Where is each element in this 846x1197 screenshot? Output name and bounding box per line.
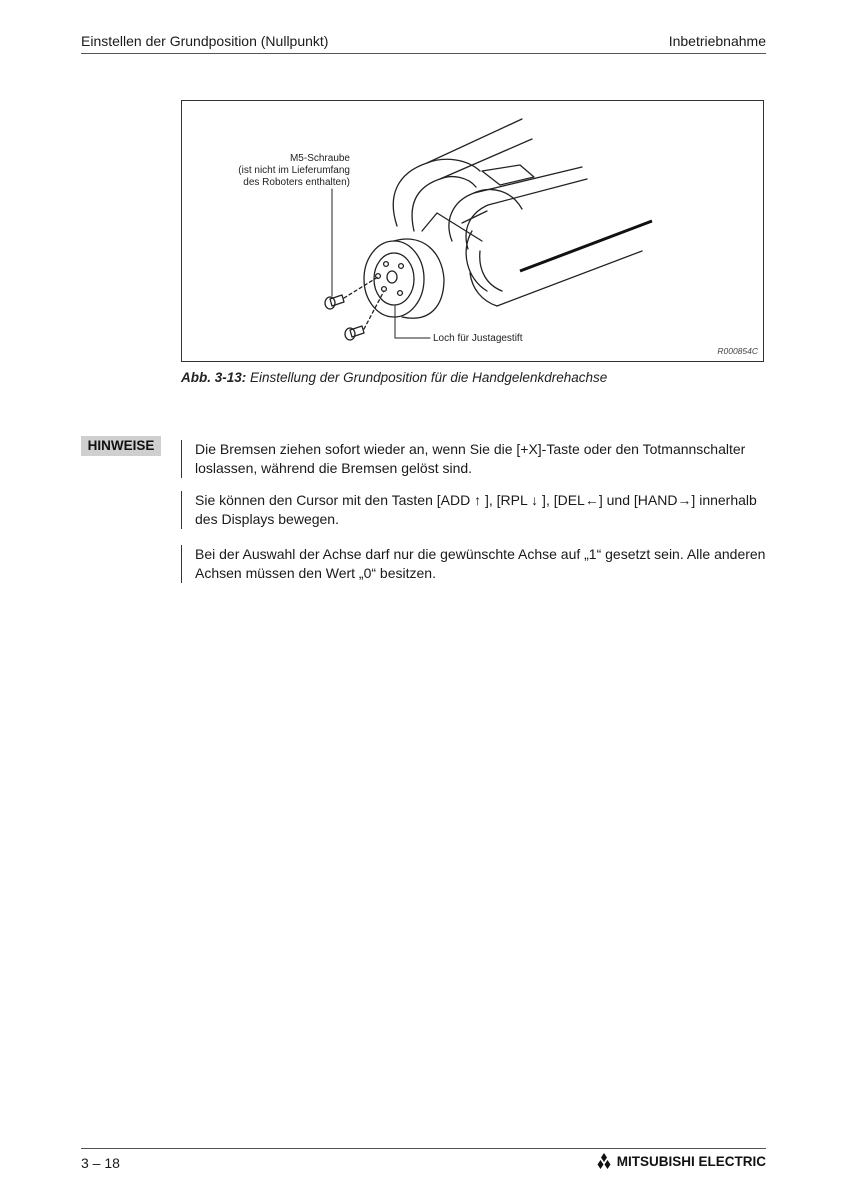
header-divider [81,53,766,54]
notes-label: HINWEISE [81,436,161,456]
note-item: Die Bremsen ziehen sofort wieder an, wenn Sie die [+X]-Taste oder den Totmannschalter loslassen, während die Bremsen gelöst sind. [181,440,771,478]
figure-robot-wrist [181,100,764,362]
page-number: 3 – 18 [81,1155,120,1171]
caption-number: Abb. 3-13: [181,370,247,385]
figure-caption [181,370,607,385]
brand-name: MITSUBISHI ELECTRIC [616,1153,766,1169]
brand-logo [594,1153,766,1169]
robot-wrist-illustration [182,101,763,361]
caption-text: Einstellung der Grundposition für die Handgelenkdrehachse [246,370,608,385]
header-section-title: Einstellen der Grundposition (Nullpunkt) [81,33,329,49]
mitsubishi-diamonds-icon [594,1153,614,1169]
footer-divider [81,1148,766,1149]
header-chapter-title: Inbetriebnahme [668,33,766,49]
note-item: Bei der Auswahl der Achse darf nur die gewünschte Achse auf „1“ gesetzt sein. Alle anderen Achsen müssen den Wert „0“ besitzen. [181,545,771,583]
figure-reference-code: R000854C [717,346,758,356]
figure-label-m5-screw: M5-Schraube (ist nicht im Lieferumfang des Roboters enthalten) [238,153,350,188]
note-item: Sie können den Cursor mit den Tasten [ADD ↑ ], [RPL ↓ ], [DEL←] und [HAND→] innerhalb des Displays bewegen. [181,491,771,529]
figure-label-pin-hole: Loch für Justagestift [433,333,523,344]
